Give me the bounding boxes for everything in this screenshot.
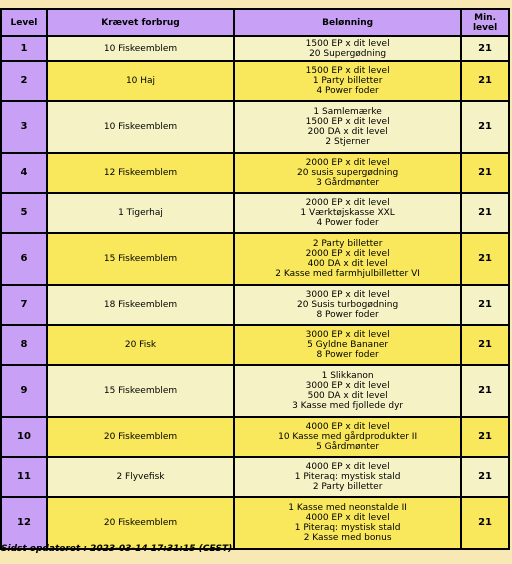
- table-row: [1, 153, 509, 193]
- min-level-cell: 21: [461, 325, 509, 365]
- reward-line: 8 Power foder: [316, 350, 379, 360]
- reward-line: 20 Susis turbogødning: [297, 300, 399, 310]
- reward-line: 4 Power foder: [316, 86, 379, 96]
- reward-line: 1 Slikkanon: [321, 371, 374, 381]
- reward-line: 2000 EP x dit level: [305, 158, 390, 168]
- reward-line: 2 Stjerner: [325, 137, 370, 147]
- header-level: Level: [1, 9, 47, 36]
- table-row: [1, 365, 509, 417]
- min-level-cell: 21: [461, 193, 509, 233]
- reward-line: 4000 EP x dit level: [305, 513, 390, 523]
- min-level-cell: 21: [461, 457, 509, 497]
- reward-cell: [234, 101, 461, 153]
- reward-line: 3000 EP x dit level: [305, 381, 390, 391]
- level-cell: 10: [1, 417, 47, 457]
- requirement-cell: 20 Fisk: [47, 325, 234, 365]
- header-requirement: Krævet forbrug: [47, 9, 234, 36]
- table-header-row: [1, 9, 509, 36]
- reward-cell: [234, 417, 461, 457]
- min-level-cell: 21: [461, 61, 509, 101]
- level-cell: 8: [1, 325, 47, 365]
- level-cell: 3: [1, 101, 47, 153]
- reward-line: 3000 EP x dit level: [305, 330, 390, 340]
- requirement-cell: 10 Fiskeemblem: [47, 36, 234, 61]
- reward-line: 2 Kasse med bonus: [303, 533, 392, 543]
- min-level-cell: 21: [461, 101, 509, 153]
- reward-line: 8 Power foder: [316, 310, 379, 320]
- level-cell: 2: [1, 61, 47, 101]
- reward-line: 1500 EP x dit level: [305, 117, 390, 127]
- reward-cell: [234, 365, 461, 417]
- level-cell: 4: [1, 153, 47, 193]
- reward-cell: [234, 457, 461, 497]
- requirement-cell: 2 Flyvefisk: [47, 457, 234, 497]
- level-cell: 9: [1, 365, 47, 417]
- reward-line: 2 Kasse med farmhjulbilletter VI: [275, 269, 420, 279]
- reward-line: 1 Samlemærke: [313, 107, 382, 117]
- level-cell: 12: [1, 497, 47, 549]
- min-level-cell: 21: [461, 285, 509, 325]
- table-row: [1, 193, 509, 233]
- reward-line: 3 Gårdmønter: [316, 178, 380, 188]
- reward-line: 20 susis supergødning: [297, 168, 399, 178]
- reward-cell: [234, 61, 461, 101]
- reward-line: 1 Værktøjskasse XXL: [300, 208, 395, 218]
- table-row: [1, 285, 509, 325]
- header-min-level: [461, 9, 509, 36]
- table-row: [1, 61, 509, 101]
- reward-line: 1 Kasse med neonstalde II: [288, 503, 407, 513]
- requirement-cell: 1 Tigerhaj: [47, 193, 234, 233]
- requirement-cell: 20 Fiskeemblem: [47, 497, 234, 549]
- level-rewards-table: [0, 8, 510, 550]
- reward-line: 4000 EP x dit level: [305, 422, 390, 432]
- table-row: [1, 457, 509, 497]
- table-row: [1, 325, 509, 365]
- level-cell: 11: [1, 457, 47, 497]
- reward-cell: [234, 153, 461, 193]
- reward-cell: [234, 325, 461, 365]
- level-cell: 6: [1, 233, 47, 285]
- requirement-cell: 12 Fiskeemblem: [47, 153, 234, 193]
- table-row: [1, 101, 509, 153]
- level-cell: 7: [1, 285, 47, 325]
- table-row: [1, 417, 509, 457]
- requirement-cell: 15 Fiskeemblem: [47, 365, 234, 417]
- reward-line: 10 Kasse med gårdprodukter II: [278, 432, 418, 442]
- reward-line: 4 Power foder: [316, 218, 379, 228]
- reward-line: 1500 EP x dit level: [305, 38, 390, 49]
- min-level-cell: 21: [461, 233, 509, 285]
- table-row: [1, 36, 509, 61]
- reward-line: 500 DA x dit level: [307, 391, 388, 401]
- reward-line: 2 Party billetter: [312, 482, 383, 492]
- reward-line: 400 DA x dit level: [307, 259, 388, 269]
- header-min-level-line1: Min.: [474, 12, 496, 23]
- reward-cell: [234, 233, 461, 285]
- reward-line: 20 Supergødning: [309, 48, 387, 59]
- requirement-cell: 20 Fiskeemblem: [47, 417, 234, 457]
- min-level-cell: 21: [461, 365, 509, 417]
- level-cell: 5: [1, 193, 47, 233]
- reward-line: 200 DA x dit level: [307, 127, 388, 137]
- reward-line: 1 Piteraq: mystisk stald: [294, 523, 401, 533]
- header-reward: Belønning: [234, 9, 461, 36]
- min-level-cell: 21: [461, 153, 509, 193]
- reward-cell: [234, 36, 461, 61]
- reward-line: 5 Gårdmønter: [316, 442, 380, 452]
- header-min-level-line2: level: [472, 22, 498, 33]
- level-cell: 1: [1, 36, 47, 61]
- reward-line: 3 Kasse med fjollede dyr: [292, 401, 404, 411]
- reward-line: 1500 EP x dit level: [305, 66, 390, 76]
- table-row: [1, 497, 509, 549]
- reward-line: 2000 EP x dit level: [305, 198, 390, 208]
- table-row: [1, 233, 509, 285]
- reward-line: 1 Party billetter: [312, 76, 383, 86]
- reward-line: 3000 EP x dit level: [305, 290, 390, 300]
- last-updated-text: Sidst opdateret : 2023-03-14 17:31:15 (CEST): [1, 544, 233, 554]
- reward-line: 2 Party billetter: [312, 239, 383, 249]
- reward-line: 2000 EP x dit level: [305, 249, 390, 259]
- min-level-cell: 21: [461, 417, 509, 457]
- reward-cell: [234, 285, 461, 325]
- reward-line: 4000 EP x dit level: [305, 462, 390, 472]
- reward-cell: [234, 497, 461, 549]
- reward-line: 1 Piteraq: mystisk stald: [294, 472, 401, 482]
- reward-cell: [234, 193, 461, 233]
- requirement-cell: 15 Fiskeemblem: [47, 233, 234, 285]
- reward-line: 5 Gyldne Bananer: [307, 340, 389, 350]
- requirement-cell: 10 Haj: [47, 61, 234, 101]
- min-level-cell: 21: [461, 36, 509, 61]
- requirement-cell: 10 Fiskeemblem: [47, 101, 234, 153]
- min-level-cell: 21: [461, 497, 509, 549]
- requirement-cell: 18 Fiskeemblem: [47, 285, 234, 325]
